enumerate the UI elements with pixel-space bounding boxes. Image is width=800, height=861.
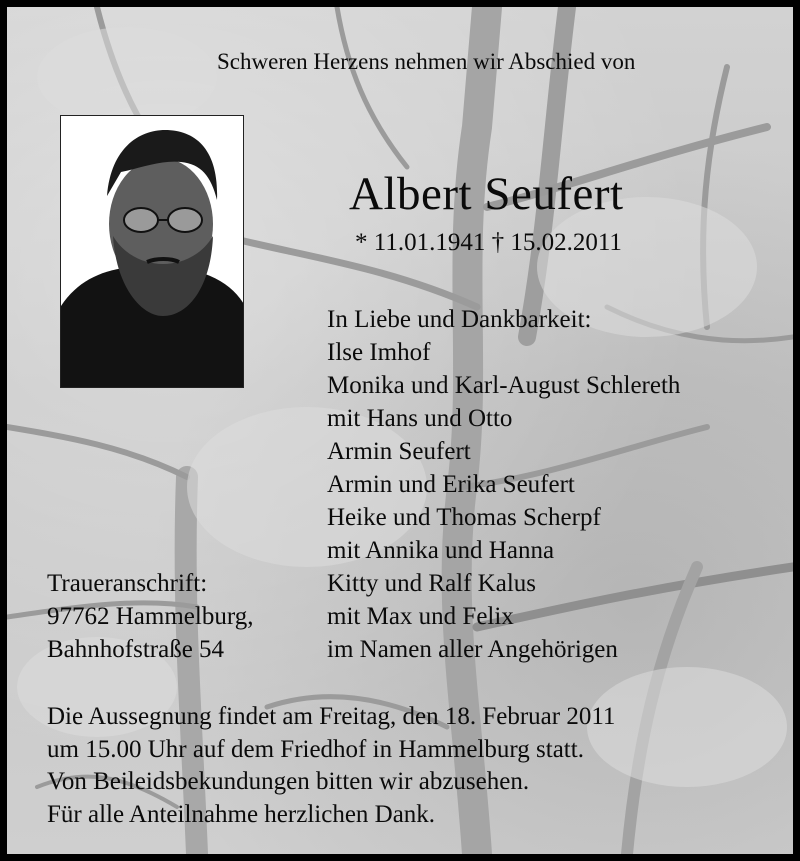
- portrait-photo: [60, 115, 244, 388]
- portrait-icon: [61, 116, 244, 388]
- mourning-address: [47, 567, 253, 666]
- service-line: Von Beileidsbekundungen bitten wir abzusehen.: [47, 768, 530, 795]
- service-line: Für alle Anteilnahme herzlichen Dank.: [47, 800, 436, 828]
- intro-line: Schweren Herzens nehmen wir Abschied von: [217, 49, 636, 74]
- address-city: 97762 Hammelburg,: [47, 603, 254, 630]
- service-line: um 15.00 Uhr auf dem Friedhof in Hammelburg statt.: [47, 735, 584, 763]
- mourner-line: mit Annika und Hanna: [327, 537, 555, 564]
- mourner-line: Heike und Thomas Scherpf: [327, 504, 601, 531]
- mourner-line: Kitty und Ralf Kalus: [327, 570, 537, 597]
- mourner-line: Ilse Imhof: [327, 339, 431, 366]
- mourners-heading: In Liebe und Dankbarkeit:: [327, 306, 592, 333]
- address-heading: Traueranschrift:: [47, 570, 208, 597]
- service-line: Die Aussegnung findet am Freitag, den 18. Februar 2011: [47, 703, 616, 730]
- mourners-list: [327, 303, 680, 666]
- mourner-line: im Namen aller Angehörigen: [327, 636, 618, 663]
- address-street: Bahnhofstraße 54: [47, 636, 225, 663]
- life-dates: * 11.01.1941 † 15.02.2011: [355, 229, 622, 256]
- mourner-line: mit Max und Felix: [327, 603, 514, 630]
- mourner-line: Armin Seufert: [327, 438, 471, 465]
- mourner-line: Monika und Karl-August Schlereth: [327, 372, 681, 399]
- mourner-line: mit Hans und Otto: [327, 405, 513, 432]
- deceased-name: Albert Seufert: [349, 168, 624, 220]
- service-details: [47, 701, 615, 831]
- mourner-line: Armin und Erika Seufert: [327, 471, 575, 498]
